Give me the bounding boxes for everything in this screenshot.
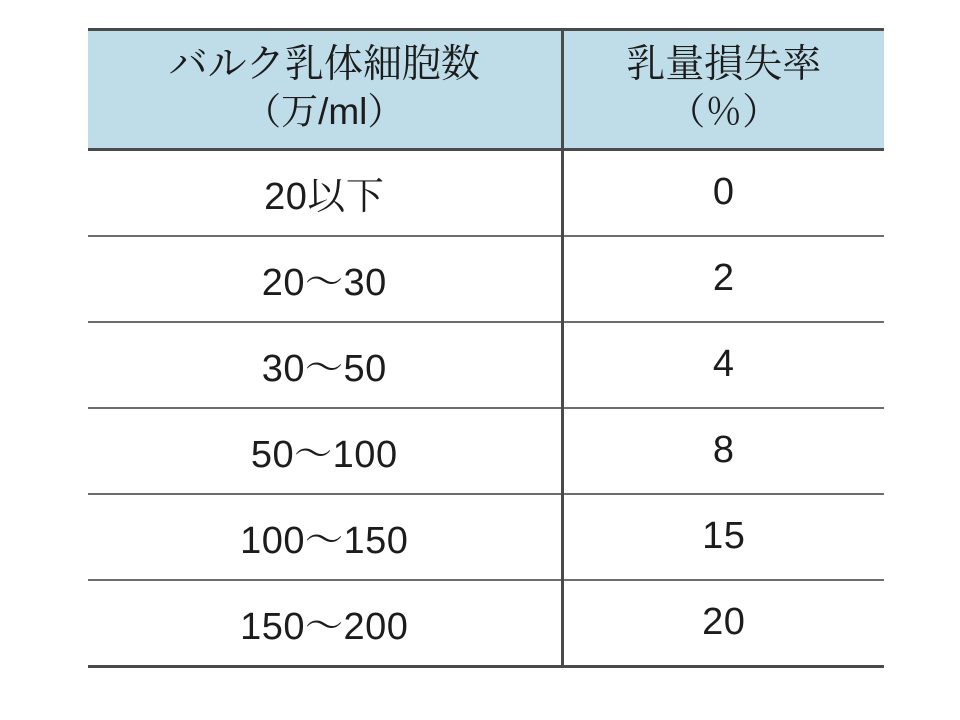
milk-loss-table [88,28,884,668]
table-header [88,30,884,150]
table-row [88,580,884,667]
cell-loss-rate: 2 [562,236,884,322]
cell-loss-rate: 8 [562,408,884,494]
column-header-loss-rate-line2: （％） [668,90,780,132]
cell-loss-rate: 4 [562,322,884,408]
table-body [88,149,884,666]
column-header-loss-rate [562,30,884,150]
cell-count-range: 50〜100 [88,408,562,494]
cell-count-range: 20〜30 [88,236,562,322]
milk-loss-table-container [88,28,884,668]
column-header-loss-rate-line1: 乳量損失率 [626,43,822,86]
table-row [88,322,884,408]
cell-loss-rate: 20 [562,580,884,667]
table-row [88,408,884,494]
column-header-cell-count [88,30,562,150]
table-row [88,494,884,580]
cell-loss-rate: 15 [562,494,884,580]
cell-count-range: 20以下 [88,149,562,236]
column-header-cell-count-line1: バルク乳体細胞数 [168,43,480,86]
cell-count-range: 150〜200 [88,580,562,667]
column-header-cell-count-line2: （万/ml） [244,90,405,132]
cell-count-range: 30〜50 [88,322,562,408]
table-header-row [88,30,884,150]
cell-loss-rate: 0 [562,149,884,236]
cell-count-range: 100〜150 [88,494,562,580]
table-row [88,236,884,322]
table-row [88,149,884,236]
